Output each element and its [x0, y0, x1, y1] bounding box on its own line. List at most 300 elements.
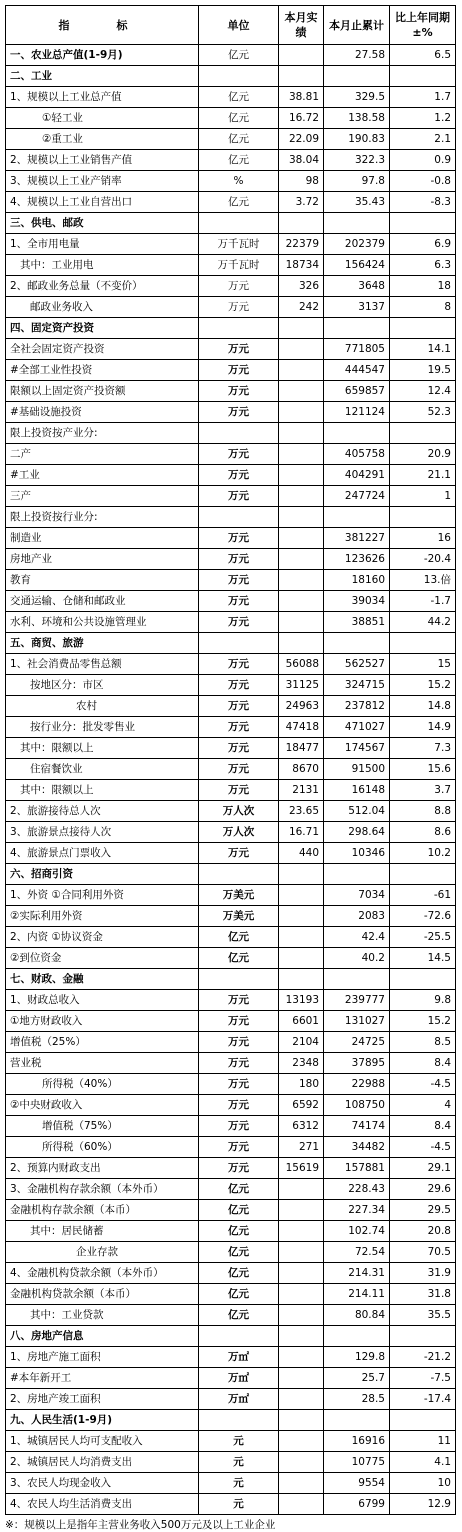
- row-month-value: 15619: [279, 1158, 324, 1179]
- row-month-value: 38.04: [279, 150, 324, 171]
- row-month-value: [279, 969, 324, 990]
- table-row: [6, 1053, 456, 1074]
- row-indicator: 1、全市用电量: [6, 234, 199, 255]
- row-cumulative-value: 35.43: [324, 192, 390, 213]
- table-row: [6, 675, 456, 696]
- table-row: [6, 1431, 456, 1452]
- row-cumulative-value: [324, 66, 390, 87]
- row-indicator: 所得税（40%）: [6, 1074, 199, 1095]
- table-row: [6, 1284, 456, 1305]
- row-indicator: 二、工业: [6, 66, 199, 87]
- row-month-value: [279, 1242, 324, 1263]
- row-month-value: [279, 402, 324, 423]
- row-month-value: [279, 507, 324, 528]
- row-yoy-change: 8.5: [390, 1032, 456, 1053]
- statistics-table: [5, 5, 456, 1515]
- header-indicator: 指 标: [6, 6, 199, 45]
- row-unit: 亿元: [199, 927, 279, 948]
- row-month-value: [279, 1200, 324, 1221]
- row-month-value: [279, 381, 324, 402]
- row-yoy-change: -21.2: [390, 1347, 456, 1368]
- row-month-value: 16.72: [279, 108, 324, 129]
- row-indicator: 2、内资 ①协议资金: [6, 927, 199, 948]
- row-cumulative-value: 25.7: [324, 1368, 390, 1389]
- row-indicator: 五、商贸、旅游: [6, 633, 199, 654]
- row-month-value: [279, 1179, 324, 1200]
- row-unit: 万元: [199, 339, 279, 360]
- row-month-value: 18734: [279, 255, 324, 276]
- row-cumulative-value: 91500: [324, 759, 390, 780]
- row-indicator: 七、财政、金融: [6, 969, 199, 990]
- table-row: [6, 507, 456, 528]
- row-unit: 万元: [199, 465, 279, 486]
- row-unit: 万元: [199, 486, 279, 507]
- row-month-value: 2348: [279, 1053, 324, 1074]
- row-month-value: [279, 339, 324, 360]
- row-indicator: 金融机构存款余额（本币）: [6, 1200, 199, 1221]
- row-unit: 亿元: [199, 45, 279, 66]
- row-yoy-change: -72.6: [390, 906, 456, 927]
- row-cumulative-value: 444547: [324, 360, 390, 381]
- row-cumulative-value: 22988: [324, 1074, 390, 1095]
- row-unit: 万元: [199, 444, 279, 465]
- row-unit: [199, 507, 279, 528]
- row-yoy-change: 14.5: [390, 948, 456, 969]
- table-row: [6, 108, 456, 129]
- row-month-value: [279, 45, 324, 66]
- row-indicator: 1、社会消费品零售总额: [6, 654, 199, 675]
- row-cumulative-value: 3137: [324, 297, 390, 318]
- table-row: [6, 339, 456, 360]
- row-unit: [199, 213, 279, 234]
- table-header: [6, 6, 456, 45]
- row-month-value: [279, 318, 324, 339]
- section-row: [6, 633, 456, 654]
- table-row: [6, 738, 456, 759]
- row-indicator: 全社会固定资产投资: [6, 339, 199, 360]
- row-indicator: 2、旅游接待总人次: [6, 801, 199, 822]
- row-month-value: [279, 549, 324, 570]
- row-yoy-change: [390, 1410, 456, 1431]
- row-indicator: 2、预算内财政支出: [6, 1158, 199, 1179]
- row-month-value: 47418: [279, 717, 324, 738]
- row-month-value: 31125: [279, 675, 324, 696]
- row-month-value: [279, 1410, 324, 1431]
- row-unit: 万人次: [199, 822, 279, 843]
- row-month-value: 56088: [279, 654, 324, 675]
- row-cumulative-value: 74174: [324, 1116, 390, 1137]
- row-indicator: 按地区分：市区: [6, 675, 199, 696]
- table-row: [6, 255, 456, 276]
- row-yoy-change: [390, 633, 456, 654]
- row-cumulative-value: 18160: [324, 570, 390, 591]
- row-cumulative-value: [324, 1326, 390, 1347]
- row-month-value: 2104: [279, 1032, 324, 1053]
- row-unit: [199, 969, 279, 990]
- table-row: [6, 570, 456, 591]
- table-row: [6, 192, 456, 213]
- row-unit: 万元: [199, 360, 279, 381]
- row-month-value: [279, 948, 324, 969]
- row-unit: 万元: [199, 675, 279, 696]
- row-yoy-change: -17.4: [390, 1389, 456, 1410]
- row-month-value: [279, 360, 324, 381]
- table-row: [6, 1032, 456, 1053]
- row-unit: 亿元: [199, 1263, 279, 1284]
- row-month-value: [279, 591, 324, 612]
- row-month-value: [279, 1263, 324, 1284]
- row-yoy-change: -7.5: [390, 1368, 456, 1389]
- row-cumulative-value: 42.4: [324, 927, 390, 948]
- row-unit: 万元: [199, 1116, 279, 1137]
- row-yoy-change: 15.2: [390, 675, 456, 696]
- row-indicator: 交通运输、仓储和邮政业: [6, 591, 199, 612]
- row-yoy-change: 3.7: [390, 780, 456, 801]
- row-yoy-change: -1.7: [390, 591, 456, 612]
- row-yoy-change: 18: [390, 276, 456, 297]
- row-month-value: 24963: [279, 696, 324, 717]
- row-unit: 亿元: [199, 192, 279, 213]
- row-unit: [199, 864, 279, 885]
- row-indicator: #基础设施投资: [6, 402, 199, 423]
- row-cumulative-value: 80.84: [324, 1305, 390, 1326]
- row-unit: [199, 1410, 279, 1431]
- row-cumulative-value: 404291: [324, 465, 390, 486]
- table-row: [6, 402, 456, 423]
- row-unit: 万㎡: [199, 1347, 279, 1368]
- row-cumulative-value: 16148: [324, 780, 390, 801]
- row-month-value: [279, 1431, 324, 1452]
- row-yoy-change: -4.5: [390, 1074, 456, 1095]
- row-indicator: 增值税（75%）: [6, 1116, 199, 1137]
- row-cumulative-value: 9554: [324, 1473, 390, 1494]
- row-month-value: [279, 1473, 324, 1494]
- header-unit: 单位: [199, 6, 279, 45]
- row-month-value: [279, 1347, 324, 1368]
- row-unit: 万元: [199, 612, 279, 633]
- table-row: [6, 171, 456, 192]
- row-indicator: 3、规模以上工业产销率: [6, 171, 199, 192]
- row-unit: 元: [199, 1473, 279, 1494]
- row-indicator: 企业存款: [6, 1242, 199, 1263]
- row-unit: 亿元: [199, 87, 279, 108]
- table-row: [6, 1452, 456, 1473]
- row-indicator: ②中央财政收入: [6, 1095, 199, 1116]
- row-cumulative-value: 202379: [324, 234, 390, 255]
- table-row: [6, 1347, 456, 1368]
- row-month-value: 326: [279, 276, 324, 297]
- row-cumulative-value: 10775: [324, 1452, 390, 1473]
- row-unit: 万元: [199, 843, 279, 864]
- row-cumulative-value: 562527: [324, 654, 390, 675]
- row-unit: 万元: [199, 381, 279, 402]
- row-indicator: 其中：限额以上: [6, 738, 199, 759]
- statistics-document: [5, 5, 455, 1532]
- row-month-value: [279, 633, 324, 654]
- row-cumulative-value: 190.83: [324, 129, 390, 150]
- row-yoy-change: 16: [390, 528, 456, 549]
- row-unit: 万元: [199, 654, 279, 675]
- row-indicator: 4、金融机构贷款余额（本外币）: [6, 1263, 199, 1284]
- row-month-value: 440: [279, 843, 324, 864]
- row-month-value: [279, 528, 324, 549]
- table-row: [6, 465, 456, 486]
- row-indicator: 4、规模以上工业自营出口: [6, 192, 199, 213]
- row-indicator: 2、规模以上工业销售产值: [6, 150, 199, 171]
- table-row: [6, 906, 456, 927]
- table-row: [6, 1095, 456, 1116]
- row-month-value: 3.72: [279, 192, 324, 213]
- table-row: [6, 1494, 456, 1515]
- row-unit: 亿元: [199, 1242, 279, 1263]
- row-month-value: 6312: [279, 1116, 324, 1137]
- row-month-value: [279, 1452, 324, 1473]
- row-cumulative-value: 771805: [324, 339, 390, 360]
- row-unit: [199, 318, 279, 339]
- row-cumulative-value: 97.8: [324, 171, 390, 192]
- table-row: [6, 1158, 456, 1179]
- row-cumulative-value: 659857: [324, 381, 390, 402]
- row-yoy-change: [390, 507, 456, 528]
- row-month-value: [279, 906, 324, 927]
- row-unit: [199, 633, 279, 654]
- row-cumulative-value: 6799: [324, 1494, 390, 1515]
- row-indicator: 房地产业: [6, 549, 199, 570]
- row-indicator: #工业: [6, 465, 199, 486]
- row-cumulative-value: 2083: [324, 906, 390, 927]
- row-cumulative-value: 324715: [324, 675, 390, 696]
- table-row: [6, 87, 456, 108]
- table-row: [6, 717, 456, 738]
- row-indicator: 邮政业务收入: [6, 297, 199, 318]
- row-yoy-change: [390, 66, 456, 87]
- row-unit: 亿元: [199, 150, 279, 171]
- row-unit: 亿元: [199, 129, 279, 150]
- table-row: [6, 360, 456, 381]
- row-cumulative-value: 239777: [324, 990, 390, 1011]
- row-unit: 万元: [199, 717, 279, 738]
- table-row: [6, 780, 456, 801]
- row-cumulative-value: [324, 1410, 390, 1431]
- row-yoy-change: -4.5: [390, 1137, 456, 1158]
- row-unit: 万元: [199, 780, 279, 801]
- header-yoy: 比上年同期±%: [390, 6, 456, 45]
- table-row: [6, 444, 456, 465]
- row-month-value: [279, 213, 324, 234]
- row-yoy-change: 14.1: [390, 339, 456, 360]
- footnote: ※：规模以上是指年主营业务收入500万元及以上工业企业: [5, 1519, 276, 1531]
- row-cumulative-value: 174567: [324, 738, 390, 759]
- row-unit: [199, 1326, 279, 1347]
- row-yoy-change: 4.1: [390, 1452, 456, 1473]
- row-yoy-change: 12.4: [390, 381, 456, 402]
- row-indicator: 所得税（60%）: [6, 1137, 199, 1158]
- row-cumulative-value: [324, 507, 390, 528]
- row-month-value: [279, 444, 324, 465]
- row-unit: [199, 423, 279, 444]
- row-yoy-change: 8.6: [390, 822, 456, 843]
- row-indicator: ②到位资金: [6, 948, 199, 969]
- row-yoy-change: -8.3: [390, 192, 456, 213]
- section-row: [6, 318, 456, 339]
- table-row: [6, 1011, 456, 1032]
- table-row: [6, 1074, 456, 1095]
- row-cumulative-value: 16916: [324, 1431, 390, 1452]
- row-month-value: [279, 1389, 324, 1410]
- row-cumulative-value: 228.43: [324, 1179, 390, 1200]
- row-yoy-change: 9.8: [390, 990, 456, 1011]
- table-row: [6, 423, 456, 444]
- table-row: [6, 1263, 456, 1284]
- table-row: [6, 276, 456, 297]
- header-month: 本月实绩: [279, 6, 324, 45]
- row-indicator: 1、财政总收入: [6, 990, 199, 1011]
- table-row: [6, 1242, 456, 1263]
- row-month-value: 22.09: [279, 129, 324, 150]
- row-unit: 万㎡: [199, 1368, 279, 1389]
- table-row: [6, 1305, 456, 1326]
- table-row: [6, 549, 456, 570]
- row-cumulative-value: 138.58: [324, 108, 390, 129]
- row-yoy-change: 1: [390, 486, 456, 507]
- row-unit: 万元: [199, 549, 279, 570]
- row-indicator: 4、旅游景点门票收入: [6, 843, 199, 864]
- row-month-value: [279, 612, 324, 633]
- table-row: [6, 759, 456, 780]
- table-row: [6, 612, 456, 633]
- row-cumulative-value: 298.64: [324, 822, 390, 843]
- row-indicator: 1、城镇居民人均可支配收入: [6, 1431, 199, 1452]
- table-row: [6, 885, 456, 906]
- row-unit: 亿元: [199, 948, 279, 969]
- section-row: [6, 864, 456, 885]
- header-cumulative: 本月止累计: [324, 6, 390, 45]
- row-cumulative-value: 3648: [324, 276, 390, 297]
- row-month-value: 2131: [279, 780, 324, 801]
- row-cumulative-value: [324, 423, 390, 444]
- row-unit: 亿元: [199, 1305, 279, 1326]
- row-unit: 万人次: [199, 801, 279, 822]
- row-month-value: [279, 864, 324, 885]
- row-month-value: 13193: [279, 990, 324, 1011]
- row-indicator: 增值税（25%）: [6, 1032, 199, 1053]
- table-row: [6, 990, 456, 1011]
- row-unit: 万元: [199, 1011, 279, 1032]
- row-indicator: 按行业分：批发零售业: [6, 717, 199, 738]
- table-row: [6, 297, 456, 318]
- table-row: [6, 1389, 456, 1410]
- row-indicator: 八、房地产信息: [6, 1326, 199, 1347]
- section-row: [6, 1326, 456, 1347]
- section-row: [6, 213, 456, 234]
- row-cumulative-value: 131027: [324, 1011, 390, 1032]
- row-unit: 万元: [199, 1032, 279, 1053]
- row-cumulative-value: 322.3: [324, 150, 390, 171]
- row-cumulative-value: 10346: [324, 843, 390, 864]
- table-row: [6, 381, 456, 402]
- row-yoy-change: -20.4: [390, 549, 456, 570]
- row-yoy-change: 11: [390, 1431, 456, 1452]
- row-yoy-change: 8.8: [390, 801, 456, 822]
- row-indicator: 九、人民生活(1-9月): [6, 1410, 199, 1431]
- row-month-value: [279, 1305, 324, 1326]
- row-yoy-change: 15.6: [390, 759, 456, 780]
- row-yoy-change: 1.7: [390, 87, 456, 108]
- row-indicator: ①地方财政收入: [6, 1011, 199, 1032]
- row-unit: 万元: [199, 297, 279, 318]
- row-unit: 万元: [199, 1053, 279, 1074]
- row-indicator: 3、金融机构存款余额（本外币）: [6, 1179, 199, 1200]
- row-yoy-change: 10.2: [390, 843, 456, 864]
- row-yoy-change: 7.3: [390, 738, 456, 759]
- row-unit: 万美元: [199, 885, 279, 906]
- row-indicator: 其中：工业贷款: [6, 1305, 199, 1326]
- table-row: [6, 486, 456, 507]
- row-indicator: 1、外资 ①合同利用外资: [6, 885, 199, 906]
- row-yoy-change: 8.4: [390, 1116, 456, 1137]
- row-cumulative-value: 7034: [324, 885, 390, 906]
- row-yoy-change: 4: [390, 1095, 456, 1116]
- row-month-value: [279, 927, 324, 948]
- row-unit: 万元: [199, 696, 279, 717]
- row-unit: 万元: [199, 738, 279, 759]
- row-indicator: 水利、环境和公共设施管理业: [6, 612, 199, 633]
- row-unit: 万元: [199, 1095, 279, 1116]
- row-indicator: 营业税: [6, 1053, 199, 1074]
- row-unit: 万元: [199, 990, 279, 1011]
- row-indicator: 四、固定资产投资: [6, 318, 199, 339]
- table-row: [6, 801, 456, 822]
- row-unit: 万美元: [199, 906, 279, 927]
- row-indicator: 其中：工业用电: [6, 255, 199, 276]
- row-indicator: 住宿餐饮业: [6, 759, 199, 780]
- row-cumulative-value: 247724: [324, 486, 390, 507]
- row-yoy-change: 13.倍: [390, 570, 456, 591]
- table-body: [6, 45, 456, 1515]
- row-unit: 亿元: [199, 1179, 279, 1200]
- row-cumulative-value: 471027: [324, 717, 390, 738]
- table-row: [6, 150, 456, 171]
- row-yoy-change: 14.8: [390, 696, 456, 717]
- row-cumulative-value: 27.58: [324, 45, 390, 66]
- row-cumulative-value: [324, 318, 390, 339]
- row-month-value: [279, 66, 324, 87]
- row-indicator: 六、招商引资: [6, 864, 199, 885]
- row-yoy-change: 2.1: [390, 129, 456, 150]
- row-cumulative-value: 214.31: [324, 1263, 390, 1284]
- row-yoy-change: 29.1: [390, 1158, 456, 1179]
- row-unit: 万元: [199, 1074, 279, 1095]
- row-indicator: 4、农民人均生活消费支出: [6, 1494, 199, 1515]
- table-row: [6, 1137, 456, 1158]
- row-yoy-change: -0.8: [390, 171, 456, 192]
- row-yoy-change: [390, 213, 456, 234]
- row-cumulative-value: 24725: [324, 1032, 390, 1053]
- row-yoy-change: 44.2: [390, 612, 456, 633]
- row-cumulative-value: 237812: [324, 696, 390, 717]
- row-yoy-change: 8: [390, 297, 456, 318]
- row-month-value: [279, 486, 324, 507]
- row-cumulative-value: 121124: [324, 402, 390, 423]
- table-row: [6, 1200, 456, 1221]
- row-cumulative-value: 214.11: [324, 1284, 390, 1305]
- row-indicator: 二产: [6, 444, 199, 465]
- table-row: [6, 927, 456, 948]
- table-row: [6, 1179, 456, 1200]
- row-yoy-change: 6.3: [390, 255, 456, 276]
- row-yoy-change: 0.9: [390, 150, 456, 171]
- row-yoy-change: 14.9: [390, 717, 456, 738]
